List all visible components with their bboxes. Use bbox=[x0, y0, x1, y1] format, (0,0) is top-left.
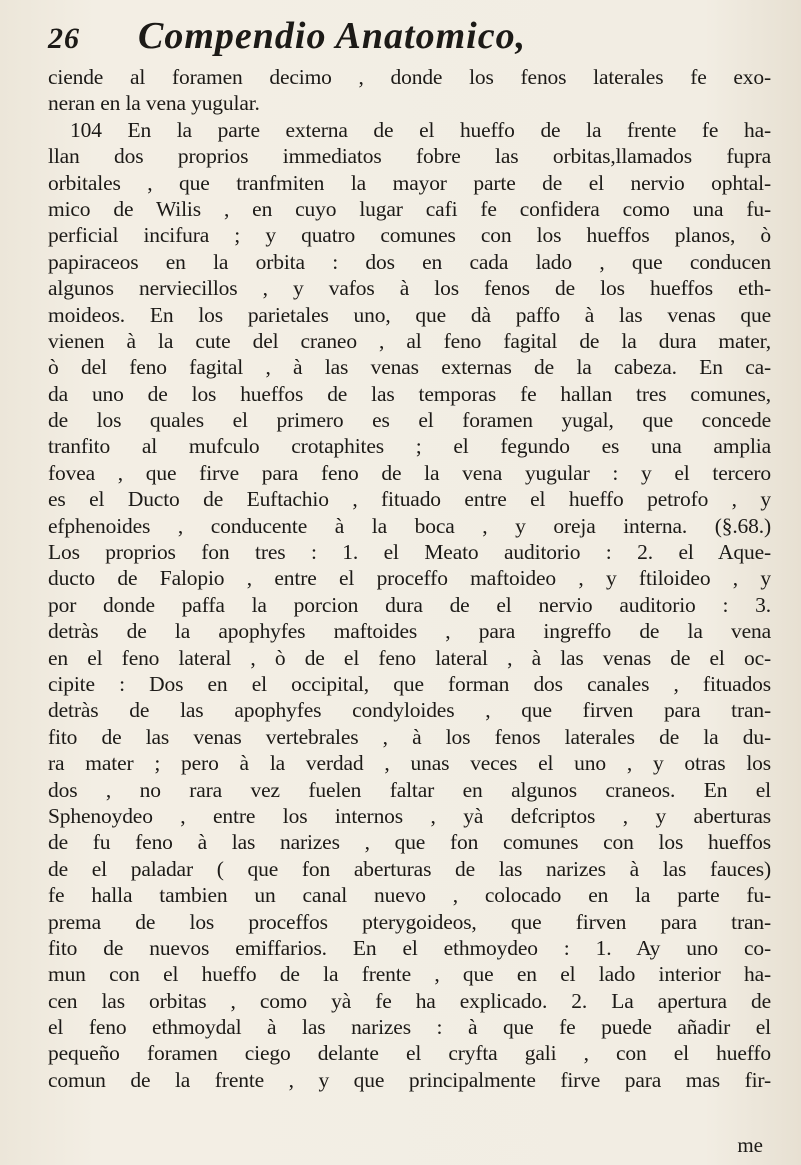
body-text bbox=[48, 64, 771, 1093]
running-title: Compendio Anatomico, bbox=[138, 15, 527, 57]
text-line: ò del feno fagital , à las venas externas de la cabeza. En ca- bbox=[48, 355, 771, 380]
text-line: 104 En la parte externa de el hueffo de la frente fe ha- bbox=[70, 117, 771, 142]
text-line: mun con el hueffo de la frente , que en el lado interior ha- bbox=[48, 962, 771, 987]
text-line: ra mater ; pero à la verdad , unas veces el uno , y otras los bbox=[48, 751, 771, 776]
text-line: detràs de las apophyfes condyloides , que firven para tran- bbox=[48, 698, 771, 723]
text-line: comun de la frente , y que principalmente firve para mas fir- bbox=[48, 1067, 771, 1092]
text-line: efphenoides , conducente à la boca , y oreja interna. (§.68.) bbox=[48, 513, 771, 538]
text-line: de el paladar ( que fon aberturas de las narizes à las fauces) bbox=[48, 856, 771, 881]
running-head bbox=[48, 14, 771, 60]
text-line: cen las orbitas , como yà fe ha explicado. 2. La apertura de bbox=[48, 988, 771, 1013]
text-line: papiraceos en la orbita : dos en cada lado , que conducen bbox=[48, 249, 771, 274]
text-line: es el Ducto de Euftachio , fituado entre el hueffo petrofo , y bbox=[48, 487, 771, 512]
catchword: me bbox=[737, 1133, 763, 1157]
text-line: por donde paffa la porcion dura de el nervio auditorio : 3. bbox=[48, 592, 771, 617]
text-line: da uno de los hueffos de las temporas fe hallan tres comunes, bbox=[48, 381, 771, 406]
text-line: fovea , que firve para feno de la vena yugular : y el tercero bbox=[48, 460, 771, 485]
text-line: ducto de Falopio , entre el proceffo maftoideo , y ftiloideo , y bbox=[48, 566, 771, 591]
text-line: dos , no rara vez fuelen faltar en algunos craneos. En el bbox=[48, 777, 771, 802]
text-line: vienen à la cute del craneo , al feno fagital de la dura mater, bbox=[48, 328, 771, 353]
text-line: Los proprios fon tres : 1. el Meato auditorio : 2. el Aque- bbox=[48, 540, 771, 565]
text-line: llan dos proprios immediatos fobre las orbitas,llamados fupra bbox=[48, 144, 771, 169]
text-line: mico de Wilis , en cuyo lugar cafi fe confidera como una fu- bbox=[48, 196, 771, 221]
text-line: pequeño foramen ciego delante el cryfta gali , con el hueffo bbox=[48, 1041, 771, 1066]
text-line: neran en la vena yugular. bbox=[48, 91, 260, 116]
text-line: el feno ethmoydal à las narizes : à que fe puede añadir el bbox=[48, 1015, 771, 1040]
text-line: Sphenoydeo , entre los internos , yà defcriptos , y aberturas bbox=[48, 803, 771, 828]
text-line: tranfito al mufculo crotaphites ; el fegundo es una amplia bbox=[48, 434, 771, 459]
text-line: cipite : Dos en el occipital, que forman dos canales , fituados bbox=[48, 671, 771, 696]
text-line: de los quales el primero es el foramen yugal, que concede bbox=[48, 408, 771, 433]
page-number: 26 bbox=[48, 22, 80, 55]
text-line: orbitales , que tranfmiten la mayor parte de el nervio ophtal- bbox=[48, 170, 771, 195]
text-line: fe halla tambien un canal nuevo , colocado en la parte fu- bbox=[48, 883, 771, 908]
text-line: fito de nuevos emiffarios. En el ethmoydeo : 1. Ay uno co- bbox=[48, 935, 771, 960]
text-line: moideos. En los parietales uno, que dà paffo à las venas que bbox=[48, 302, 771, 327]
text-line: prema de los proceffos pterygoideos, que firven para tran- bbox=[48, 909, 771, 934]
text-line: fito de las venas vertebrales , à los fenos laterales de la du- bbox=[48, 724, 771, 749]
text-line: algunos nerviecillos , y vafos à los fenos de los hueffos eth- bbox=[48, 276, 771, 301]
text-line: en el feno lateral , ò de el feno lateral , à las venas de el oc- bbox=[48, 645, 771, 670]
text-line: ciende al foramen decimo , donde los fenos laterales fe exo- bbox=[48, 65, 771, 89]
text-line: de fu feno à las narizes , que fon comunes con los hueffos bbox=[48, 830, 771, 855]
text-line: detràs de la apophyfes maftoides , para ingreffo de la vena bbox=[48, 619, 771, 644]
text-line: perficial incifura ; y quatro comunes con los hueffos planos, ò bbox=[48, 223, 771, 248]
